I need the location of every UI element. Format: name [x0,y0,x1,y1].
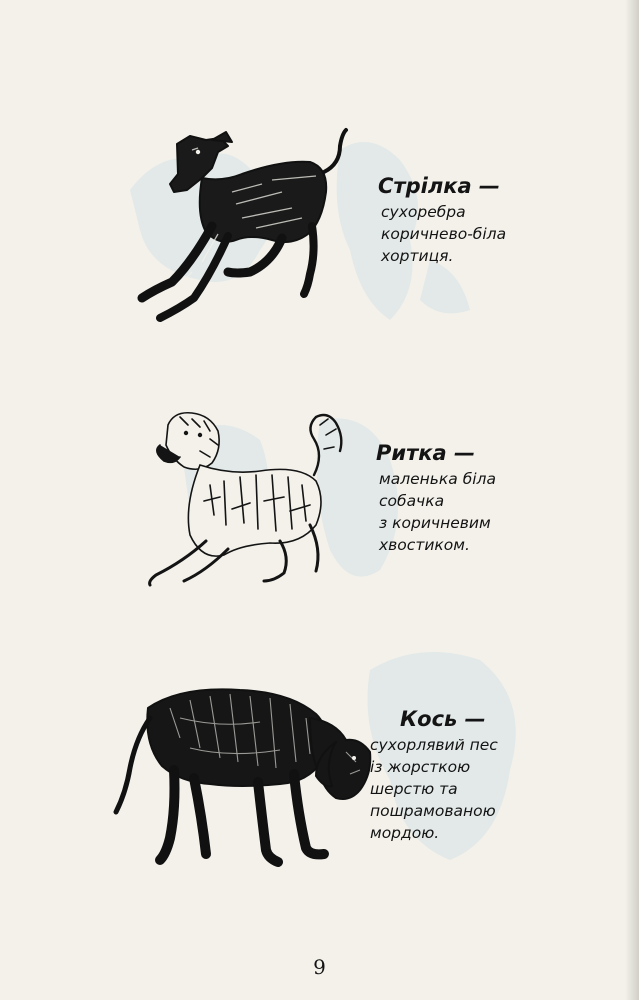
dog-description: маленька біла собачка з коричневим хвостиком. [379,470,496,554]
small-terrier-illustration [140,405,355,595]
dog-caption-strilka [378,173,506,267]
dog-name: Кось — [400,707,486,731]
wirehaired-dog-illustration [110,678,380,873]
dog-name: Стрілка — [378,174,500,198]
dog-description: сухорлявий пес із жорсткою шерстю та пошрамованою мордою. [370,736,498,842]
greyhound-illustration [132,122,354,327]
dog-caption-kos [370,706,498,844]
dog-name: Ритка — [376,441,476,465]
page-number: 9 [313,955,326,979]
dog-description: сухоребра коричнево-біла хортиця. [381,203,507,265]
dog-caption-rytka [376,440,496,556]
